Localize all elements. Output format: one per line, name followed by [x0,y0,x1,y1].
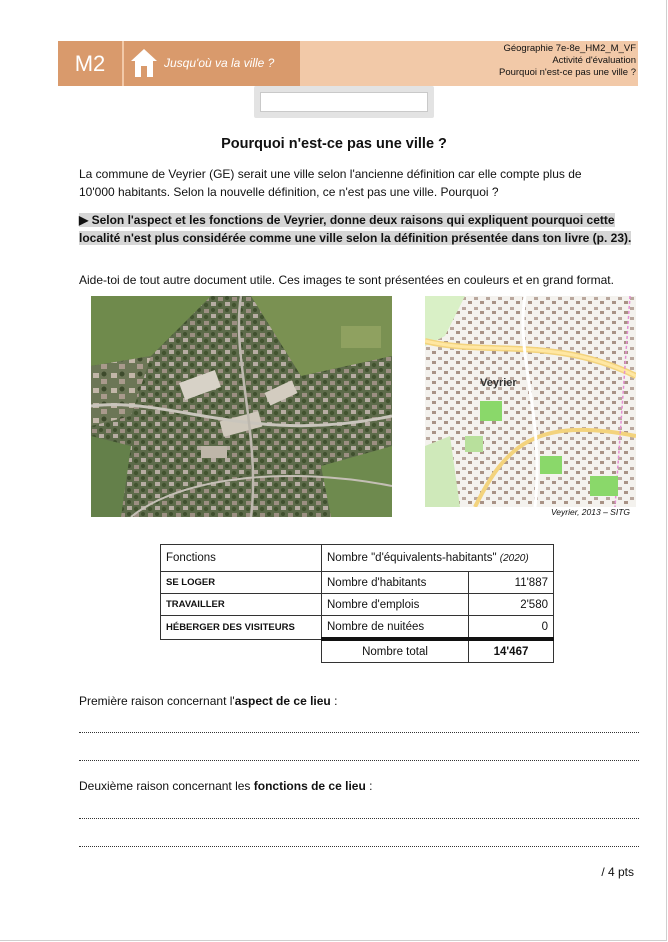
table-row: TRAVAILLER Nombre d'emplois 2'580 [161,594,554,616]
module-label: M2 [74,50,106,76]
table-header-row [161,545,554,572]
answer-1-line-2[interactable] [79,760,639,761]
student-name-field[interactable] [254,86,434,118]
table-row: HÉBERGER DES VISITEURS Nombre de nuitées 0 [161,616,554,640]
score: / 4 pts [601,865,634,879]
house-icon [130,47,158,79]
total-value: 14'467 [469,639,554,663]
chapter-title: Jusqu'où va la ville ? [164,56,275,70]
help-paragraph: Aide-toi de tout autre document utile. Ces images te sont présentées en couleurs et en grand format. [79,273,614,287]
header-info [499,43,636,79]
intro-paragraph: La commune de Veyrier (GE) serait une ville selon l'ancienne définition car elle compte plus de 10'000 habitants. Selon la nouvelle définition, ce n'est pas une ville. Pourquoi ? [79,167,582,199]
table-header-functions: Fonctions [161,545,322,572]
map-place-label: Veyrier [480,377,517,389]
chapter-title-box [124,41,300,86]
question-1: Première raison concernant l'aspect de ce lieu : [79,694,338,708]
veyrier-map [425,296,636,507]
page-title: Pourquoi n'est-ce pas une ville ? [221,136,447,152]
student-name-input[interactable] [260,92,428,112]
instruction-text: ▶ Selon l'aspect et les fonctions de Veyrier, donne deux raisons qui expliquent pourquoi cette localité n'est plus considérée comme une ville selon la définition présentée dans ton livre (p. 23). [79,213,632,245]
course-code: Géographie 7e-8e_HM2_M_VF [503,43,636,54]
answer-1-line-1[interactable] [79,732,639,733]
activity-label: Activité d'évaluation [552,55,636,66]
functions-table [160,544,554,663]
total-label: Nombre total [322,639,469,663]
question-2: Deuxième raison concernant les fonctions de ce lieu : [79,779,373,793]
answer-2-line-2[interactable] [79,846,639,847]
module-badge [58,41,122,86]
table-total-row [161,639,554,663]
map-caption: Veyrier, 2013 – SITG [550,507,630,517]
topic-label: Pourquoi n'est-ce pas une ville ? [498,67,636,78]
answer-2-line-1[interactable] [79,818,639,819]
table-row: SE LOGER Nombre d'habitants 11'887 [161,572,554,594]
table-header-measure: Nombre "d'équivalents-habitants" (2020) [322,545,554,572]
instruction [79,211,639,247]
aerial-photo [91,296,392,517]
